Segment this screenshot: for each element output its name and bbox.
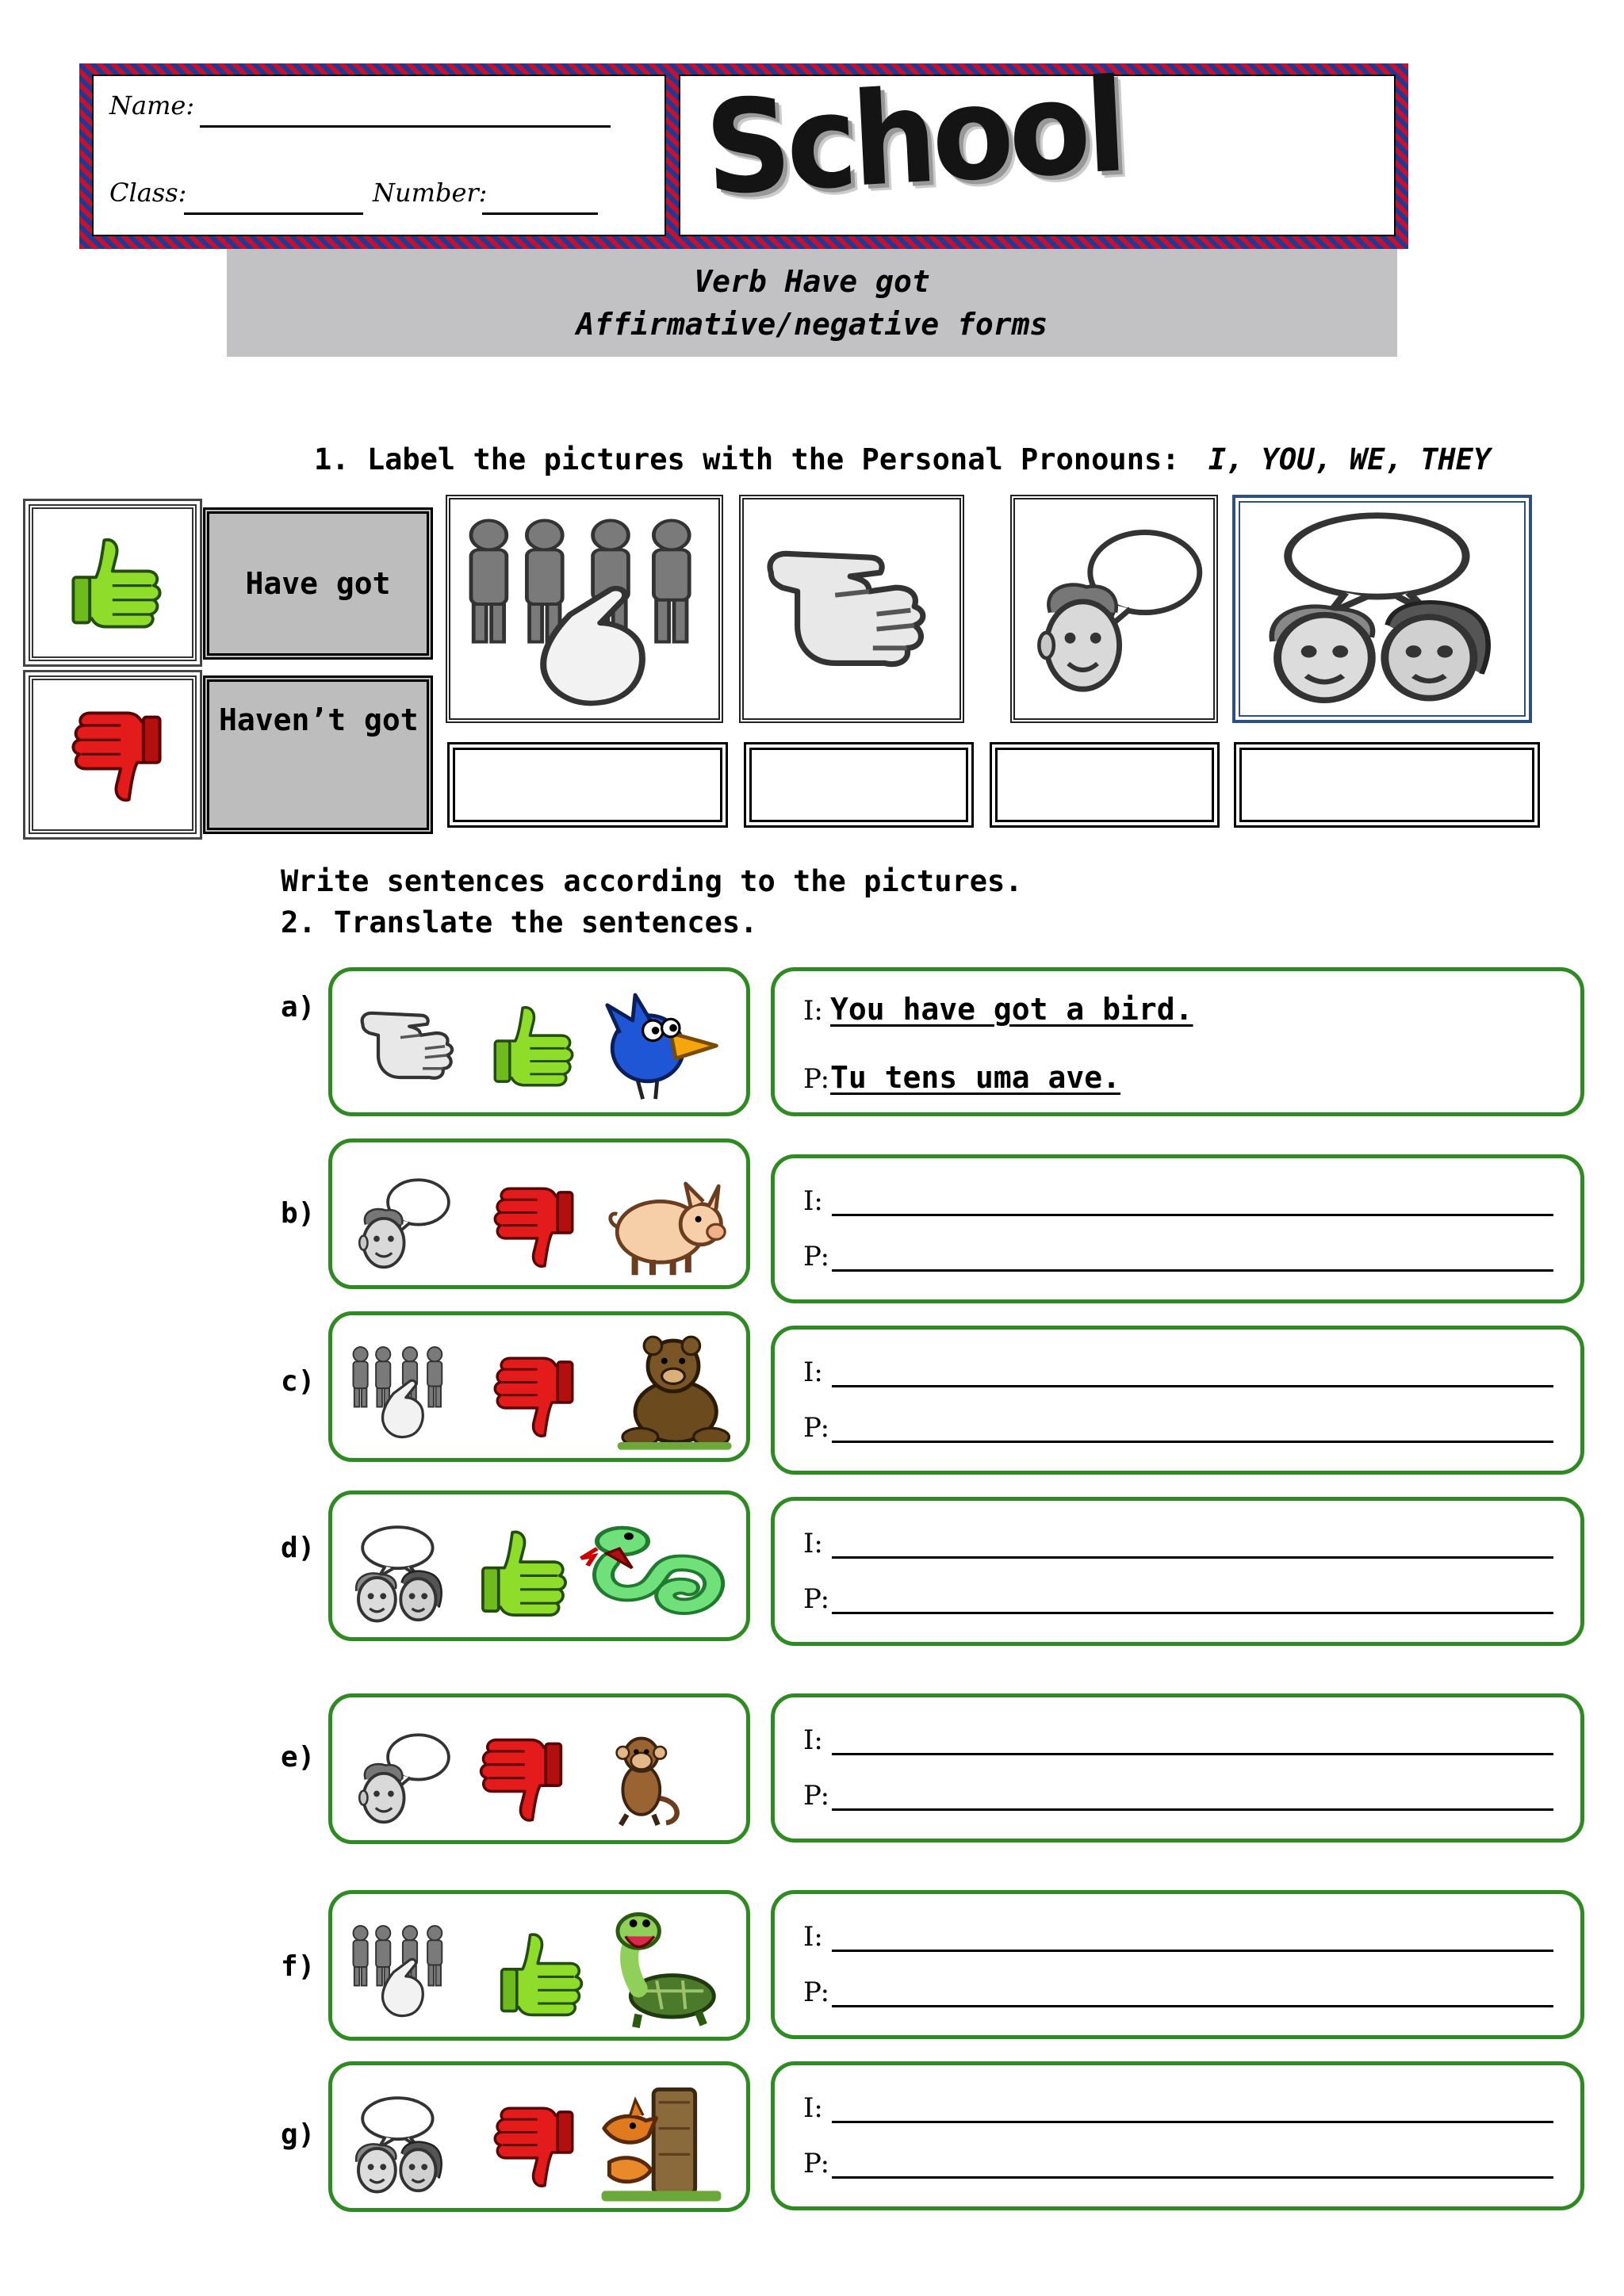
- snake-icon: [578, 1512, 737, 1634]
- picture-they: [446, 495, 723, 723]
- class-field[interactable]: [184, 212, 363, 215]
- portuguese-answer-line[interactable]: [832, 2176, 1553, 2179]
- thumbs-down-icon: [488, 1347, 580, 1447]
- turtle-icon: [597, 1905, 732, 2035]
- name-label: Name:: [109, 90, 195, 121]
- portuguese-answer-line[interactable]: [832, 2005, 1553, 2007]
- write-instruction: Write sentences according to the pictures.: [281, 864, 1023, 898]
- row-f-letter: f): [281, 1950, 316, 1983]
- portuguese-label: P:: [803, 1412, 830, 1444]
- english-answer[interactable]: You have got a bird.: [830, 992, 1193, 1027]
- pointing-hand-icon: [356, 998, 467, 1090]
- row-e-pictures: [328, 1693, 750, 1844]
- boy-speech-icon: [351, 1171, 453, 1274]
- thumbs-down-icon: [488, 1177, 580, 1277]
- portuguese-answer[interactable]: Tu tens uma ave.: [830, 1060, 1121, 1095]
- portuguese-answer-line[interactable]: [832, 1808, 1553, 1811]
- legend-have-got: [203, 507, 433, 660]
- legend-havent-got: [203, 675, 433, 834]
- portuguese-label: P:: [803, 1063, 830, 1095]
- row-e-letter: e): [281, 1741, 316, 1774]
- row-b-pictures: [328, 1138, 750, 1289]
- pronoun-list: I, YOU, WE, THEY: [1208, 442, 1492, 476]
- row-a-pictures: [328, 967, 750, 1116]
- thumbs-up-icon: [488, 995, 580, 1098]
- worksheet-title: [227, 249, 1397, 357]
- number-label: Number:: [373, 178, 488, 208]
- title-line-2: Affirmative/negative forms: [576, 307, 1048, 342]
- thumbs-up-icon: [475, 1520, 573, 1628]
- english-answer-line[interactable]: [832, 1753, 1553, 1755]
- row-a-letter: a): [281, 991, 316, 1024]
- picture-i: [1010, 495, 1218, 723]
- picture-you: [739, 495, 964, 723]
- english-label: I:: [803, 1185, 823, 1217]
- fox-icon: [594, 2076, 729, 2206]
- exercise-1-instruction: [314, 442, 1491, 476]
- english-label: I:: [803, 995, 823, 1027]
- thumbs-down-icon: [488, 2097, 580, 2197]
- row-b-letter: b): [281, 1197, 316, 1230]
- number-field[interactable]: [482, 212, 598, 215]
- legend-thumbs-down-box: [29, 675, 197, 834]
- boy-speech-icon: [351, 1726, 453, 1829]
- english-label: I:: [803, 1724, 823, 1756]
- have-got-label: Have got: [245, 566, 391, 601]
- english-label: I:: [803, 1921, 823, 1953]
- two-kids-speech-icon: [348, 2092, 451, 2198]
- row-b-sentences: [771, 1154, 1584, 1303]
- row-d-sentences: [771, 1497, 1584, 1646]
- thumbs-up-icon: [65, 528, 168, 639]
- thumbs-down-icon: [473, 1729, 569, 1831]
- english-label: I:: [803, 2092, 823, 2124]
- school-wordart: School: [702, 52, 1126, 224]
- label-field-4[interactable]: [1234, 742, 1540, 828]
- portuguese-label: P:: [803, 1583, 830, 1615]
- row-e-sentences: [771, 1693, 1584, 1843]
- translate-instruction: 2. Translate the sentences.: [281, 905, 758, 939]
- pointing-hand-icon: [760, 523, 948, 690]
- row-g-pictures: [328, 2061, 750, 2212]
- row-g-sentences: [771, 2061, 1584, 2210]
- two-kids-speech-icon: [348, 1521, 451, 1628]
- havent-got-label: Haven’t got: [219, 702, 419, 737]
- bear-icon: [610, 1326, 737, 1456]
- two-kids-speech-icon: [1251, 507, 1513, 710]
- english-answer-line[interactable]: [832, 1556, 1553, 1559]
- legend-thumbs-up-box: [29, 504, 197, 661]
- thumbs-up-icon: [494, 1923, 589, 2027]
- portuguese-label: P:: [803, 2148, 830, 2179]
- row-d-letter: d): [281, 1532, 316, 1564]
- label-field-1[interactable]: [447, 742, 728, 828]
- thumbs-down-icon: [65, 701, 168, 812]
- monkey-icon: [594, 1718, 697, 1837]
- instruction-text: 1. Label the pictures with the Personal Pronouns:: [314, 442, 1180, 476]
- english-answer-line[interactable]: [832, 1214, 1553, 1216]
- class-label: Class:: [109, 178, 187, 208]
- portuguese-answer-line[interactable]: [832, 1269, 1553, 1272]
- picture-we: [1232, 495, 1532, 723]
- group-pointed-icon: [458, 506, 712, 715]
- boy-speech-icon: [1025, 514, 1207, 704]
- row-c-letter: c): [281, 1365, 316, 1398]
- row-c-sentences: [771, 1326, 1584, 1475]
- pig-icon: [594, 1158, 737, 1285]
- portuguese-label: P:: [803, 1780, 830, 1812]
- bird-icon: [594, 982, 727, 1109]
- title-line-1: Verb Have got: [694, 264, 930, 299]
- english-answer-line[interactable]: [832, 2121, 1553, 2123]
- english-label: I:: [803, 1528, 823, 1559]
- portuguese-label: P:: [803, 1241, 830, 1272]
- row-f-pictures: [328, 1890, 750, 2041]
- portuguese-label: P:: [803, 1976, 830, 2008]
- row-g-letter: g): [281, 2118, 316, 2151]
- portuguese-answer-line[interactable]: [832, 1612, 1553, 1614]
- english-answer-line[interactable]: [832, 1385, 1553, 1387]
- row-a-sentences: [771, 967, 1584, 1116]
- row-f-sentences: [771, 1890, 1584, 2039]
- name-field[interactable]: [200, 125, 611, 128]
- label-field-3[interactable]: [990, 742, 1220, 828]
- english-label: I:: [803, 1357, 823, 1388]
- group-pointed-icon: [348, 1915, 451, 2026]
- english-answer-line[interactable]: [832, 1950, 1553, 1952]
- row-d-pictures: [328, 1490, 750, 1641]
- label-field-2[interactable]: [744, 742, 974, 828]
- portuguese-answer-line[interactable]: [832, 1441, 1553, 1443]
- row-c-pictures: [328, 1311, 750, 1462]
- group-pointed-icon: [348, 1336, 451, 1447]
